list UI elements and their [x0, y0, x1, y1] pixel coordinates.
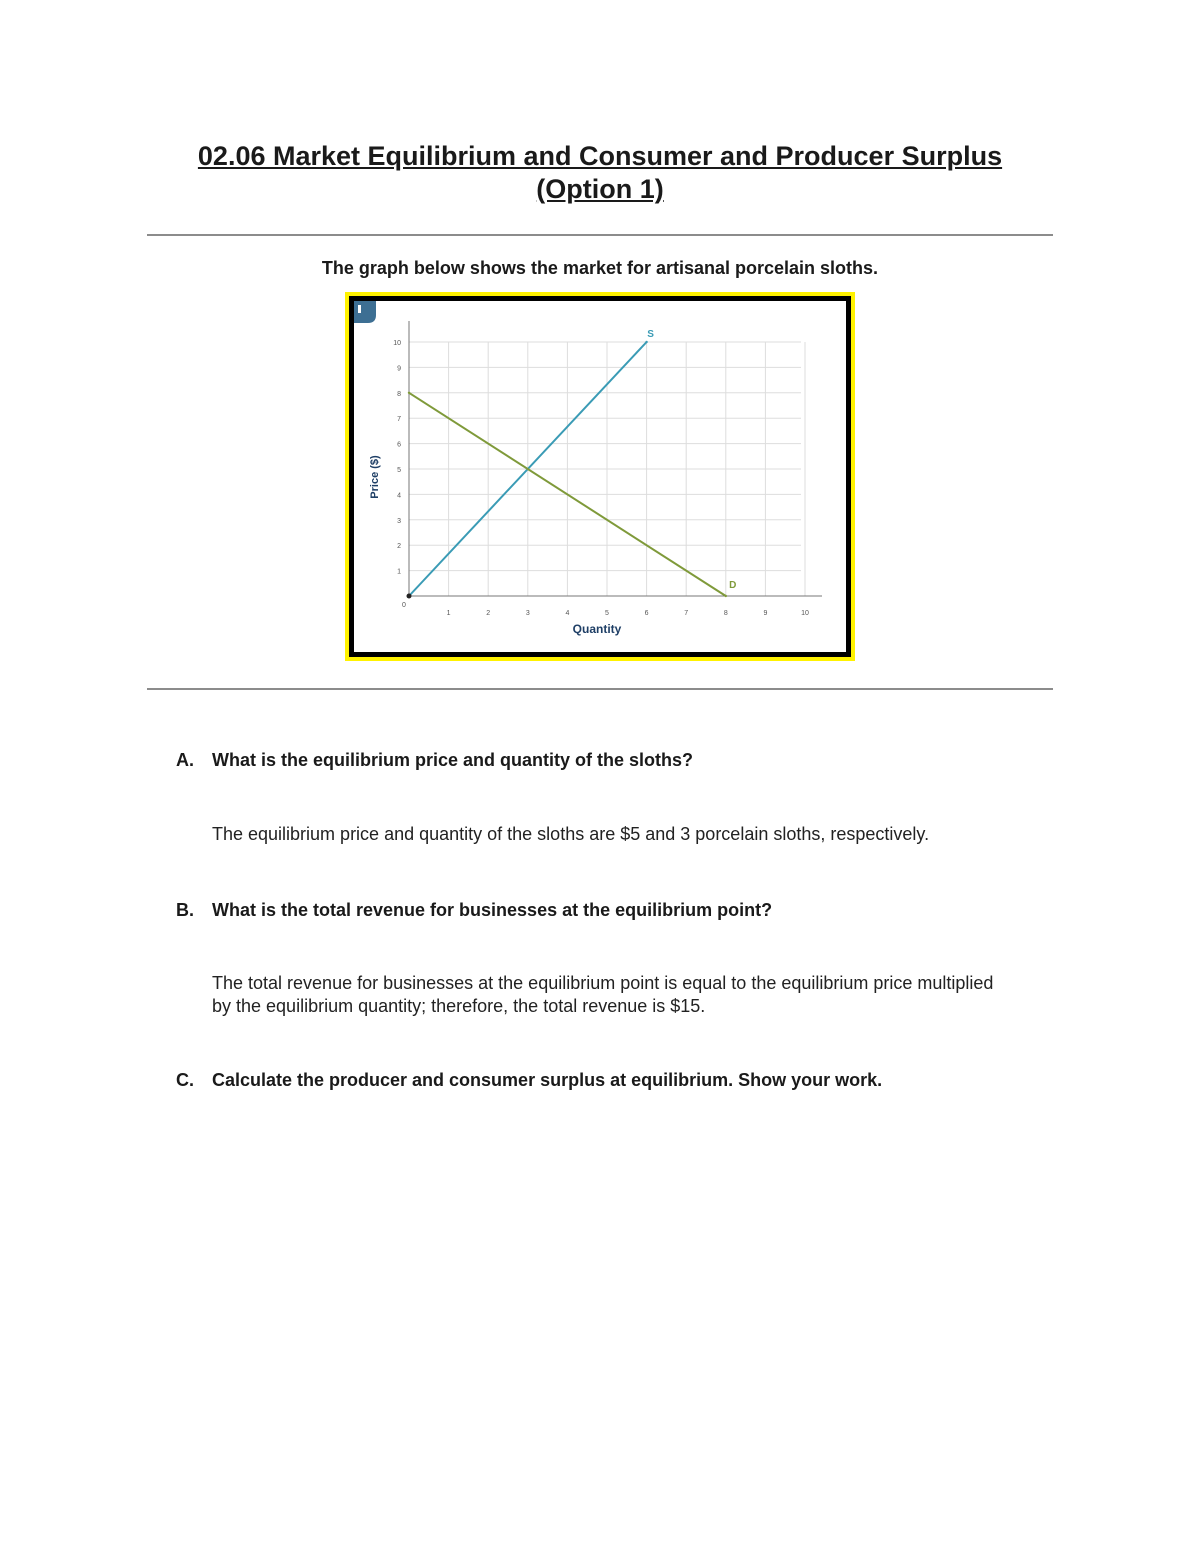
- y-tick-label: 4: [397, 492, 401, 500]
- x-tick-label: 0: [402, 602, 406, 609]
- corner-tab-mark: [358, 305, 361, 313]
- question-b-text: What is the total revenue for businesses at the equilibrium point?: [212, 900, 773, 920]
- series-d-point: [725, 595, 727, 597]
- x-tick-label: 5: [605, 610, 609, 617]
- question-c: [176, 1070, 1056, 1091]
- question-b-block: [176, 900, 1056, 1018]
- series-s-point: [645, 341, 647, 343]
- y-tick-label: 7: [397, 416, 401, 424]
- question-c-block: [176, 1070, 1056, 1091]
- y-tick-label: 2: [397, 543, 401, 551]
- series-d-point: [408, 392, 410, 394]
- y-axis-label: Price ($): [369, 455, 381, 499]
- y-tick-label: 3: [397, 517, 401, 525]
- x-tick-label: 8: [723, 610, 728, 617]
- y-tick-label: 5: [397, 467, 401, 474]
- x-axis-label: Quantity: [572, 622, 622, 636]
- series-d-label: D: [729, 580, 737, 591]
- corner-tab-icon: [354, 301, 376, 323]
- question-b: [176, 900, 1056, 921]
- supply-demand-chart: [354, 301, 846, 652]
- question-c-text: Calculate the producer and consumer surplus at equilibrium. Show your work.: [212, 1070, 883, 1090]
- x-tick-label: 10: [801, 610, 809, 617]
- question-a-text: What is the equilibrium price and quantity of the sloths?: [212, 750, 694, 770]
- question-a: [176, 750, 1056, 771]
- y-tick-label: 10: [393, 340, 401, 347]
- market-graph-figure: [345, 292, 855, 661]
- title-line-2: (Option 1): [536, 174, 664, 204]
- y-tick-label: 9: [397, 365, 401, 373]
- answer-b: The total revenue for businesses at the equilibrium point is equal to the equilibrium price multiplied by the equilibrium quantity; therefore, the total revenue is $15.: [212, 973, 994, 1016]
- x-tick-label: 1: [446, 610, 451, 617]
- x-tick-label: 2: [486, 610, 491, 617]
- x-tick-label: 3: [525, 610, 530, 617]
- y-tick-label: 8: [397, 390, 401, 398]
- y-tick-label: 6: [397, 441, 401, 449]
- question-a-block: [176, 750, 1056, 846]
- document-title: [147, 140, 1053, 206]
- graph-intro: The graph below shows the market for artisanal porcelain sloths.: [321, 258, 879, 278]
- question-b-letter: B.: [176, 900, 194, 920]
- origin-point: [407, 594, 412, 599]
- graph-frame: [349, 296, 851, 657]
- answer-a: The equilibrium price and quantity of the sloths are $5 and 3 porcelain sloths, respectively.: [212, 824, 930, 844]
- bottom-divider: [147, 688, 1053, 690]
- title-line-1: 02.06 Market Equilibrium and Consumer and Producer Surplus: [197, 141, 1003, 171]
- x-tick-label: 7: [684, 610, 689, 617]
- top-divider: [147, 234, 1053, 236]
- series-s-label: S: [647, 329, 654, 340]
- x-tick-label: 6: [644, 610, 649, 617]
- question-c-letter: C.: [176, 1070, 194, 1090]
- question-a-letter: A.: [176, 750, 194, 770]
- x-tick-label: 4: [565, 610, 570, 617]
- y-tick-label: 1: [397, 568, 401, 576]
- x-tick-label: 9: [763, 610, 768, 617]
